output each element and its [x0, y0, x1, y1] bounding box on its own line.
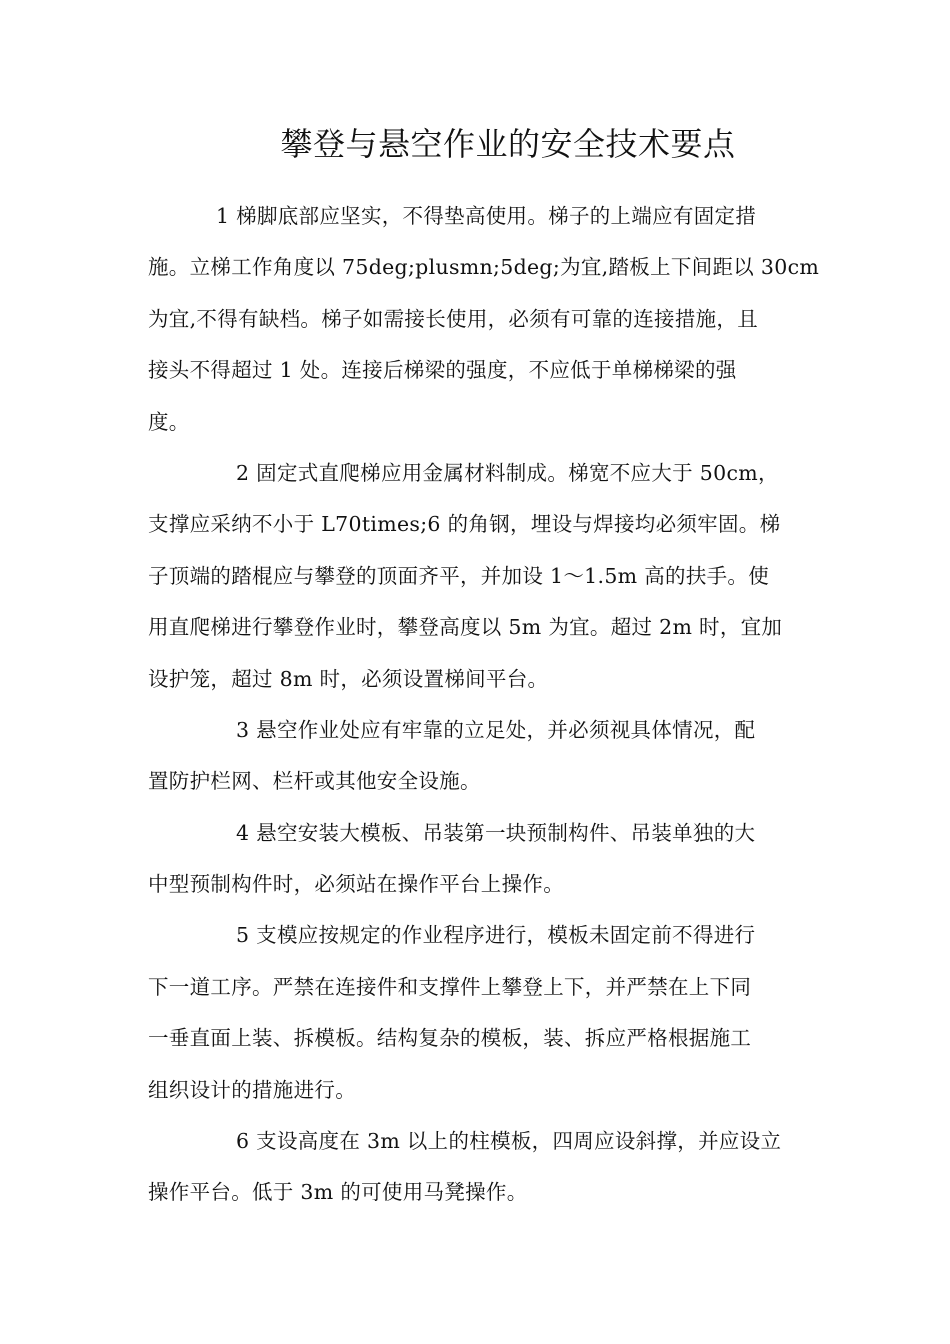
- document-title: 攀登与悬空作业的安全技术要点: [280, 125, 736, 163]
- paragraph-2-line-2: 支撑应采纳不小于 L70times;6 的角钢，埋设与焊接均必须牢固。梯: [148, 512, 781, 537]
- paragraph-1-line-2: 施。立梯工作角度以 75deg;plusmn;5deg;为宜,踏板上下间距以 30cm: [148, 255, 820, 280]
- paragraph-2-line-3: 子顶端的踏棍应与攀登的顶面齐平，并加设 1～1.5m 高的扶手。使: [148, 563, 770, 588]
- document-body: [148, 191, 820, 1219]
- paragraph-2-line-1: 2 固定式直爬梯应用金属材料制成。梯宽不应大于 50cm，: [236, 460, 779, 485]
- paragraph-3-line-2: 置防护栏网、栏杆或其他安全设施。: [148, 769, 481, 794]
- paragraph-5-line-3: 一垂直面上装、拆模板。结构复杂的模板，装、拆应严格根据施工: [148, 1026, 752, 1051]
- paragraph-2-line-5: 设护笼，超过 8m 时，必须设置梯间平台。: [148, 666, 549, 691]
- paragraph-5-line-1: 5 支模应按规定的作业程序进行，模板未固定前不得进行: [236, 923, 756, 948]
- paragraph-5-line-4: 组织设计的措施进行。: [148, 1077, 356, 1102]
- paragraph-1-line-4: 接头不得超过 1 处。连接后梯梁的强度，不应低于单梯梯梁的强: [148, 358, 737, 383]
- paragraph-5-line-2: 下一道工序。严禁在连接件和支撑件上攀登上下，并严禁在上下同: [148, 974, 752, 999]
- paragraph-4-line-1: 4 悬空安装大模板、吊装第一块预制构件、吊装单独的大: [236, 820, 756, 845]
- paragraph-1-line-1: 1 梯脚底部应坚实，不得垫高使用。梯子的上端应有固定措: [216, 204, 757, 228]
- paragraph-1-line-5: 度。: [148, 409, 190, 434]
- paragraph-2-line-4: 用直爬梯进行攀登作业时，攀登高度以 5m 为宜。超过 2m 时，宜加: [148, 615, 783, 640]
- paragraph-4-line-2: 中型预制构件时，必须站在操作平台上操作。: [148, 872, 564, 897]
- paragraph-6-line-2: 操作平台。低于 3m 的可使用马凳操作。: [148, 1180, 528, 1205]
- paragraph-1-line-3: 为宜,不得有缺档。梯子如需接长使用，必须有可靠的连接措施，且: [148, 306, 759, 331]
- paragraph-6-line-1: 6 支设高度在 3m 以上的柱模板，四周应设斜撑，并应设立: [236, 1129, 782, 1154]
- paragraph-3-line-1: 3 悬空作业处应有牢靠的立足处，并必须视具体情况，配: [236, 717, 756, 742]
